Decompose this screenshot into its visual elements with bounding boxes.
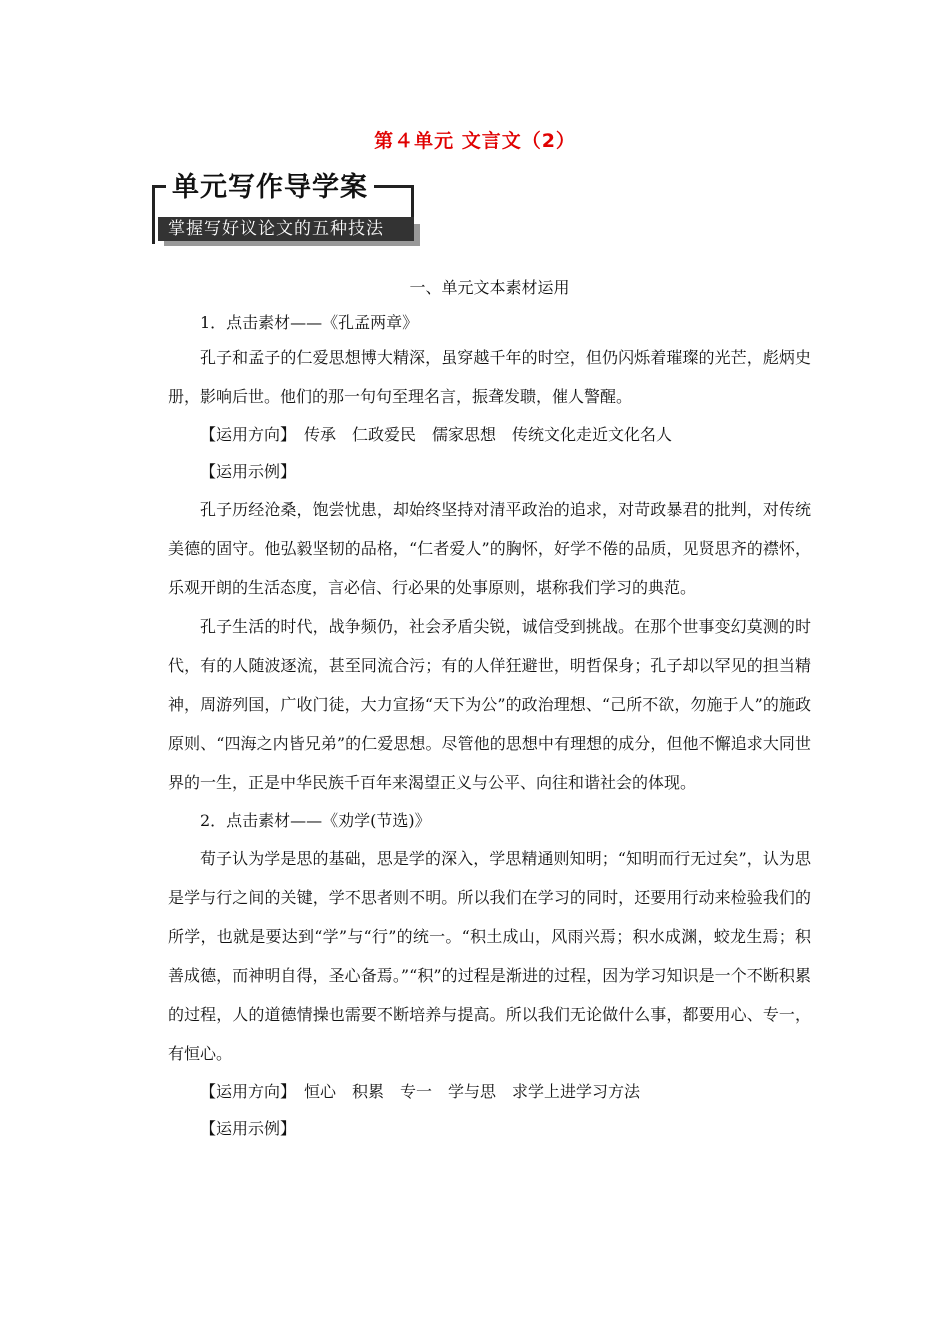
item2-direction: 【运用方向】 恒心 积累 专一 学与思 求学上进学习方法 bbox=[200, 1082, 641, 1101]
unit-banner bbox=[152, 172, 422, 246]
item2-intro: 荀子认为学是思的基础，思是学的深入，学思精通则知明；“知明而行无过矣”，认为思是学与行之间的关键，学不思者则不明。所以我们在学习的同时，还要用行动来检验我们的所学，也就是要达到“学”与“行”的统一。“积土成山，风雨兴焉；积水成渊，蛟龙生焉；积善成德，而神明自得，圣心备焉。”“积”的过程是渐进的过程，因为学习知识是一个不断积累的过程，人的道德情操也需要不断培养与提高。所以我们无论做什么事，都要用心、专一，有恒心。 bbox=[168, 849, 811, 1063]
item2-example-label: 【运用示例】 bbox=[200, 1119, 297, 1138]
document-body bbox=[168, 272, 811, 1147]
item1-example-label: 【运用示例】 bbox=[200, 462, 297, 481]
item1-heading: 1．点击素材——《孔孟两章》 bbox=[200, 313, 419, 332]
item1-example-p1: 孔子历经沧桑，饱尝忧患，却始终坚持对清平政治的追求，对苛政暴君的批判，对传统美德的固守。他弘毅坚韧的品格，“仁者爱人”的胸怀，好学不倦的品质，见贤思齐的襟怀，乐观开朗的生活态度，言必信、行必果的处事原则，堪称我们学习的典范。 bbox=[168, 500, 811, 597]
banner-subheading: 掌握写好议论文的五种技法 bbox=[158, 217, 414, 241]
item1-direction: 【运用方向】 传承 仁政爱民 儒家思想 传统文化走近文化名人 bbox=[200, 425, 673, 444]
section-title: 一、单元文本素材运用 bbox=[409, 278, 570, 297]
item1-intro: 孔子和孟子的仁爱思想博大精深，虽穿越千年的时空，但仍闪烁着璀璨的光芒，彪炳史册，影响后世。他们的那一句句至理名言，振聋发聩，催人警醒。 bbox=[168, 348, 811, 406]
item2-heading: 2．点击素材——《劝学(节选)》 bbox=[200, 811, 431, 830]
item1-example-p2: 孔子生活的时代，战争频仍，社会矛盾尖锐，诚信受到挑战。在那个世事变幻莫测的时代，有的人随波逐流，甚至同流合污；有的人佯狂避世，明哲保身；孔子却以罕见的担当精神，周游列国，广收门徒，大力宣扬“天下为公”的政治理想、“己所不欲，勿施于人”的施政原则、“四海之内皆兄弟”的仁爱思想。尽管他的思想中有理想的成分，但他不懈追求大同世界的一生，正是中华民族千百年来渴望正义与公平、向往和谐社会的体现。 bbox=[168, 617, 811, 792]
banner-heading: 单元写作导学案 bbox=[166, 172, 374, 204]
document-title: 第４单元 文言文（2） bbox=[374, 130, 576, 152]
